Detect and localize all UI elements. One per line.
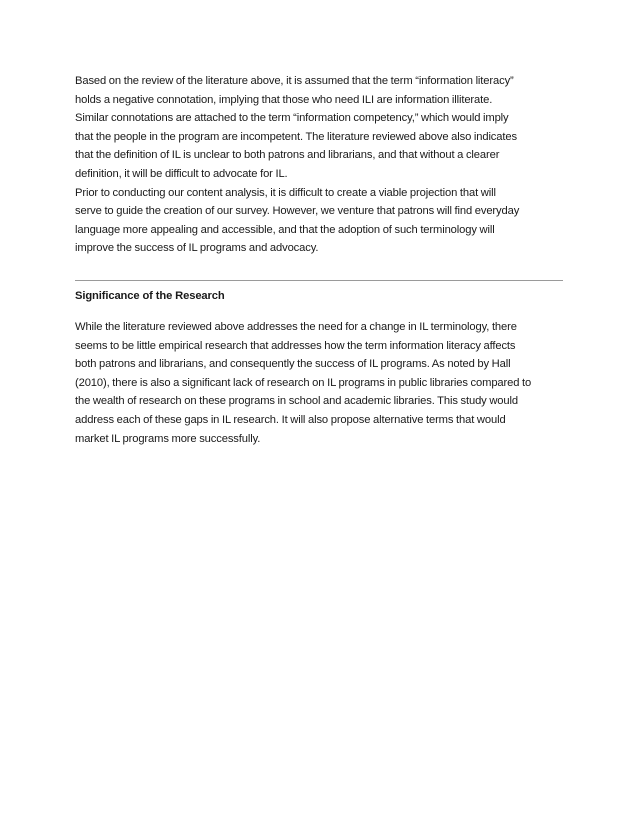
text-line: (2010), there is also a significant lack of research on IL programs in public libraries compared to bbox=[75, 376, 532, 389]
intro-paragraph-1 bbox=[75, 72, 565, 184]
text-line: improve the success of IL programs and advocacy. bbox=[75, 242, 319, 255]
text-line: that the definition of IL is unclear to both patrons and librarians, and that without a clearer bbox=[75, 149, 500, 162]
text-line: that the people in the program are incompetent. The literature reviewed above also indicates bbox=[75, 130, 517, 143]
intro-paragraph-2 bbox=[75, 184, 565, 258]
text-line: the wealth of research on these programs in school and academic libraries. This study would bbox=[75, 395, 518, 408]
text-line: seems to be little empirical research that addresses how the term information literacy affects bbox=[75, 339, 516, 352]
section-divider bbox=[75, 280, 563, 281]
text-line: both patrons and librarians, and consequently the success of IL programs. As noted by Hall bbox=[75, 358, 511, 371]
text-line: language more appealing and accessible, and that the adoption of such terminology will bbox=[75, 223, 495, 236]
text-line: holds a negative connotation, implying that those who need ILI are information illiterate. bbox=[75, 93, 493, 106]
section-heading: Significance of the Research bbox=[75, 290, 225, 302]
text-line: definition, it will be difficult to advocate for IL. bbox=[75, 167, 288, 180]
text-line: Similar connotations are attached to the term “information competency,” which would imply bbox=[75, 112, 509, 125]
text-line: market IL programs more successfully. bbox=[75, 432, 261, 445]
text-line: While the literature reviewed above addresses the need for a change in IL terminology, there bbox=[75, 321, 517, 333]
significance-paragraph bbox=[75, 318, 565, 448]
text-line: address each of these gaps in IL research. It will also propose alternative terms that would bbox=[75, 413, 506, 426]
text-line: Prior to conducting our content analysis, it is difficult to create a viable projection that will bbox=[75, 186, 496, 199]
significance-section bbox=[75, 318, 565, 448]
intro-section bbox=[75, 72, 565, 258]
text-line: serve to guide the creation of our survey. However, we venture that patrons will find everyday bbox=[75, 205, 520, 218]
text-line: Based on the review of the literature above, it is assumed that the term “information literacy” bbox=[75, 75, 514, 87]
